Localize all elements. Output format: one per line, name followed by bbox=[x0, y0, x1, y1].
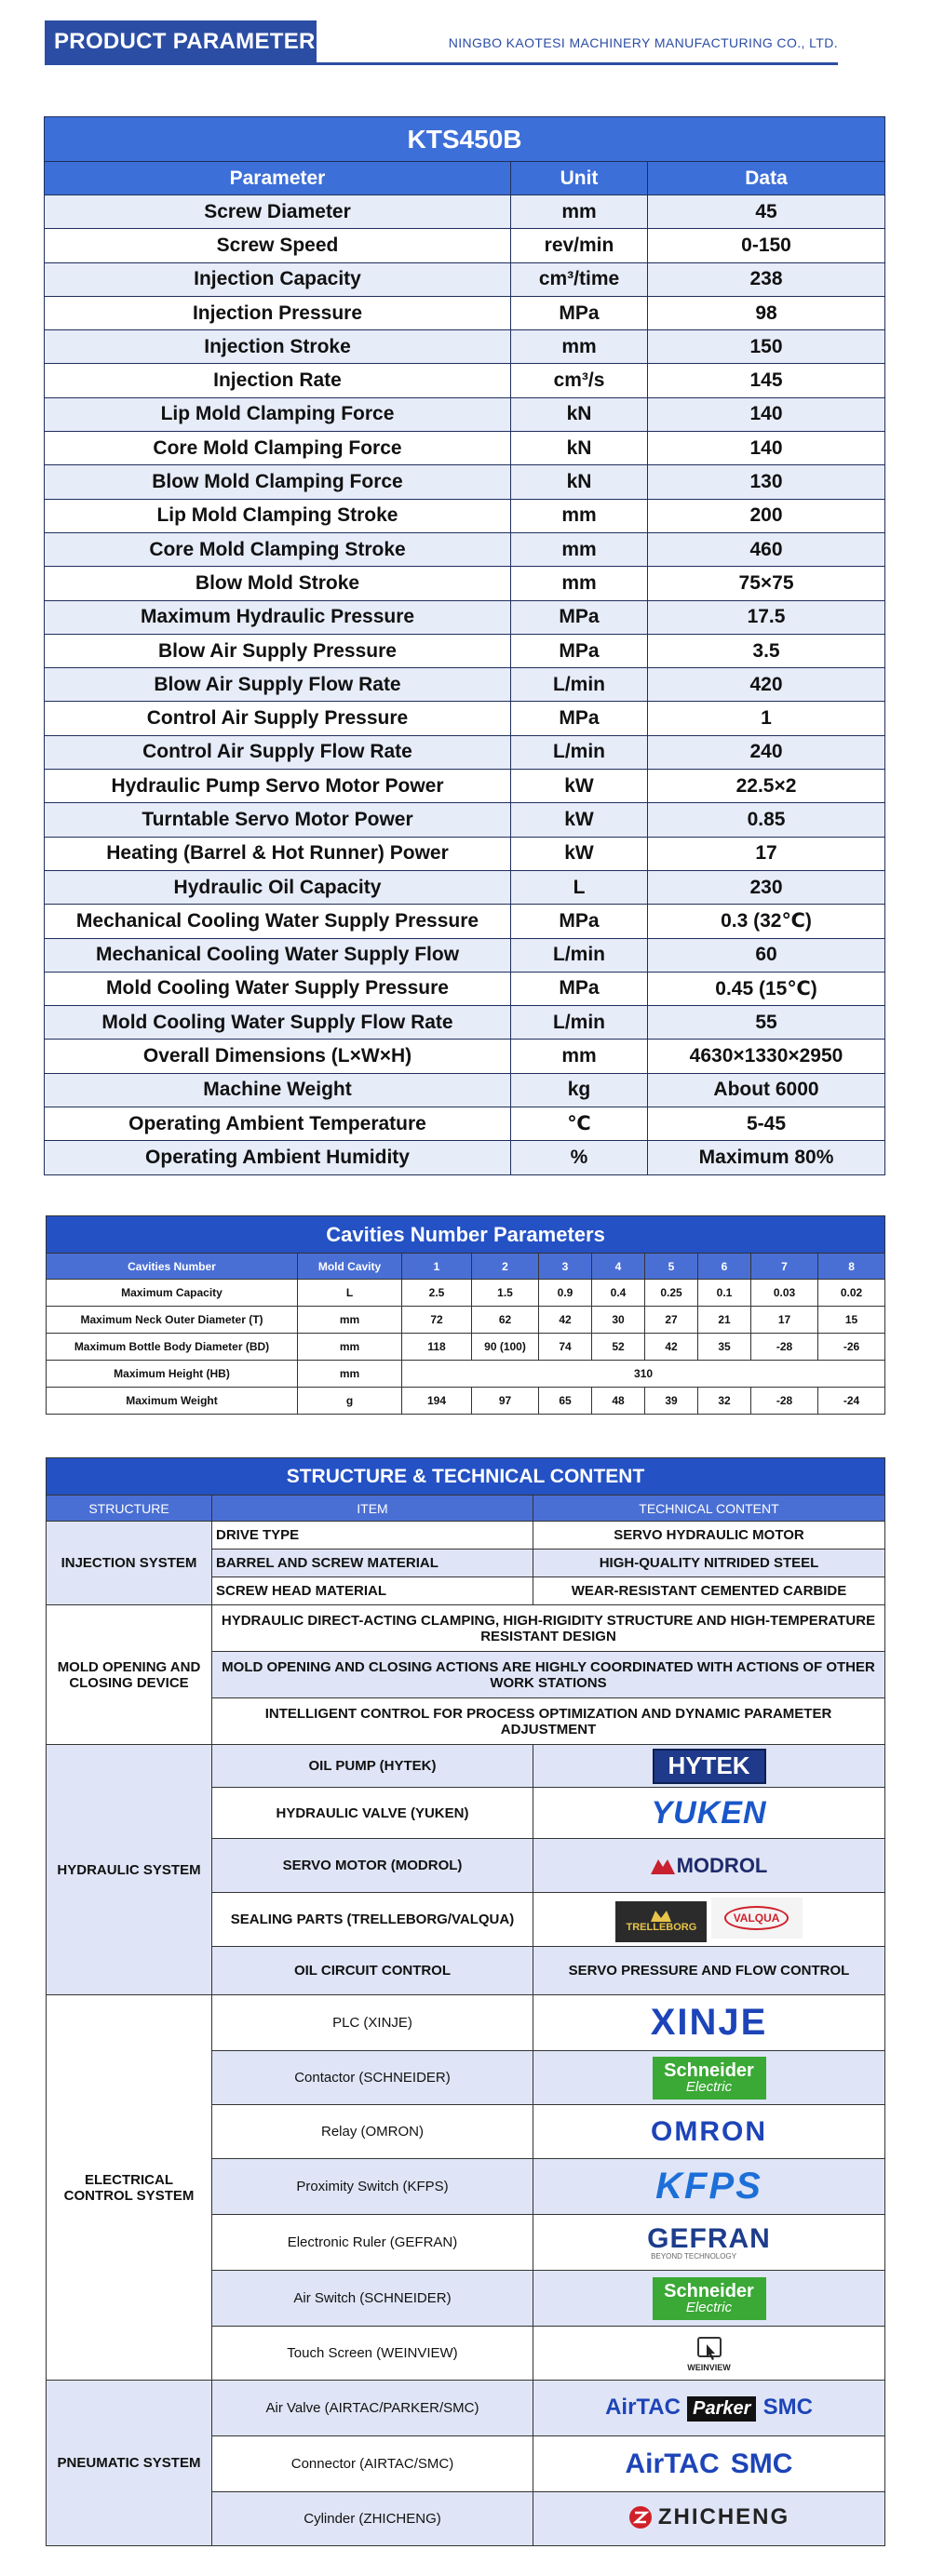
parameter-value: 230 bbox=[648, 870, 885, 904]
table-row bbox=[47, 1334, 885, 1361]
column-header: 4 bbox=[592, 1254, 645, 1280]
parameter-unit: MPa bbox=[511, 905, 648, 938]
parameter-unit: MPa bbox=[511, 972, 648, 1005]
table-cell: 62 bbox=[472, 1307, 539, 1334]
table-cell: -24 bbox=[818, 1388, 885, 1415]
parameter-unit: L bbox=[511, 870, 648, 904]
table-cell: -28 bbox=[751, 1388, 818, 1415]
table-row bbox=[47, 1280, 885, 1307]
parameter-name: Injection Stroke bbox=[45, 330, 511, 364]
content-cell: HYDRAULIC DIRECT-ACTING CLAMPING, HIGH-RIGIDITY STRUCTURE AND HIGH-TEMPERATURE RESISTANT DESIGN bbox=[212, 1605, 885, 1652]
item-cell: Relay (OMRON) bbox=[212, 2105, 533, 2159]
parameter-value: 1 bbox=[648, 702, 885, 735]
column-header: STRUCTURE bbox=[47, 1496, 212, 1522]
table-cell: mm bbox=[298, 1307, 402, 1334]
parameter-unit: mm bbox=[511, 1040, 648, 1073]
airtac-logo-icon: AirTAC bbox=[625, 2448, 720, 2479]
column-header: Parameter bbox=[45, 162, 511, 195]
parameter-value: 22.5×2 bbox=[648, 770, 885, 803]
parameter-unit: L/min bbox=[511, 668, 648, 702]
hytek-logo-icon: HYTEK bbox=[653, 1749, 766, 1784]
table-cell: 32 bbox=[698, 1388, 751, 1415]
item-cell: OIL CIRCUIT CONTROL bbox=[212, 1947, 533, 1995]
parameter-unit: kW bbox=[511, 770, 648, 803]
parameter-name: Overall Dimensions (L×W×H) bbox=[45, 1040, 511, 1073]
table-cell: 17 bbox=[751, 1307, 818, 1334]
weinview-logo-icon: WEINVIEW bbox=[687, 2335, 731, 2372]
column-header: 2 bbox=[472, 1254, 539, 1280]
parameter-row bbox=[45, 195, 885, 229]
structure-hydraulic-system: HYDRAULIC SYSTEM bbox=[47, 1745, 212, 1995]
parameter-unit: mm bbox=[511, 532, 648, 566]
structure-title: STRUCTURE & TECHNICAL CONTENT bbox=[47, 1458, 885, 1496]
table-cell: Maximum Neck Outer Diameter (T) bbox=[47, 1307, 298, 1334]
table-cell: 0.4 bbox=[592, 1280, 645, 1307]
parameter-row bbox=[45, 1006, 885, 1040]
table-row bbox=[47, 1307, 885, 1334]
column-header: Data bbox=[648, 162, 885, 195]
header-underline bbox=[45, 62, 838, 65]
parameter-value: 150 bbox=[648, 330, 885, 364]
model-title: KTS450B bbox=[45, 117, 885, 162]
parameter-name: Lip Mold Clamping Stroke bbox=[45, 499, 511, 532]
parameter-name: Mold Cooling Water Supply Pressure bbox=[45, 972, 511, 1005]
parameter-unit: mm bbox=[511, 195, 648, 229]
parameter-unit: cm³/time bbox=[511, 262, 648, 296]
table-cell: 90 (100) bbox=[472, 1334, 539, 1361]
parameter-name: Hydraulic Oil Capacity bbox=[45, 870, 511, 904]
item-cell: Air Switch (SCHNEIDER) bbox=[212, 2271, 533, 2327]
kfps-logo-icon: KFPS bbox=[655, 2166, 762, 2207]
parameter-row bbox=[45, 229, 885, 262]
parameter-row bbox=[45, 837, 885, 870]
brand-logo-cell bbox=[533, 1995, 885, 2051]
parameter-row bbox=[45, 668, 885, 702]
parameter-row bbox=[45, 364, 885, 397]
parameter-row bbox=[45, 330, 885, 364]
table-cell: 0.9 bbox=[539, 1280, 592, 1307]
parameter-unit: kg bbox=[511, 1073, 648, 1107]
parameter-row bbox=[45, 397, 885, 431]
schneider-logo-icon: Schneider Electric bbox=[653, 2057, 766, 2100]
parameter-row bbox=[45, 870, 885, 904]
item-cell: Air Valve (AIRTAC/PARKER/SMC) bbox=[212, 2381, 533, 2436]
table-cell: Maximum Weight bbox=[47, 1388, 298, 1415]
column-header: ITEM bbox=[212, 1496, 533, 1522]
table-cell: 27 bbox=[645, 1307, 698, 1334]
parameter-unit: % bbox=[511, 1141, 648, 1174]
parameter-name: Screw Diameter bbox=[45, 195, 511, 229]
brand-logo-cell bbox=[533, 1788, 885, 1839]
parameter-name: Lip Mold Clamping Force bbox=[45, 397, 511, 431]
parameter-unit: MPa bbox=[511, 296, 648, 329]
parameter-name: Turntable Servo Motor Power bbox=[45, 803, 511, 837]
item-cell: SERVO MOTOR (MODROL) bbox=[212, 1839, 533, 1893]
parameter-value: 0-150 bbox=[648, 229, 885, 262]
table-cell: Maximum Capacity bbox=[47, 1280, 298, 1307]
parameter-name: Control Air Supply Flow Rate bbox=[45, 735, 511, 769]
item-cell: BARREL AND SCREW MATERIAL bbox=[212, 1550, 533, 1577]
parameter-unit: L/min bbox=[511, 938, 648, 972]
parameter-name: Screw Speed bbox=[45, 229, 511, 262]
table-cell: 65 bbox=[539, 1388, 592, 1415]
table-cell: 310 bbox=[402, 1361, 885, 1388]
parameter-name: Hydraulic Pump Servo Motor Power bbox=[45, 770, 511, 803]
item-cell: Connector (AIRTAC/SMC) bbox=[212, 2436, 533, 2492]
table-row bbox=[47, 1361, 885, 1388]
table-cell: 15 bbox=[818, 1307, 885, 1334]
content-cell: HIGH-QUALITY NITRIDED STEEL bbox=[533, 1550, 885, 1577]
parameter-name: Machine Weight bbox=[45, 1073, 511, 1107]
parameter-name: Blow Mold Stroke bbox=[45, 567, 511, 600]
parameter-row bbox=[45, 972, 885, 1005]
column-header: Cavities Number bbox=[47, 1254, 298, 1280]
table-cell: mm bbox=[298, 1334, 402, 1361]
yuken-logo-icon: YUKEN bbox=[651, 1794, 767, 1831]
table-cell: 21 bbox=[698, 1307, 751, 1334]
column-header: 8 bbox=[818, 1254, 885, 1280]
column-header: TECHNICAL CONTENT bbox=[533, 1496, 885, 1522]
brand-logo-cell bbox=[533, 2215, 885, 2271]
column-header: 5 bbox=[645, 1254, 698, 1280]
parameter-unit: mm bbox=[511, 567, 648, 600]
parameter-name: Blow Mold Clamping Force bbox=[45, 465, 511, 499]
table-cell: 39 bbox=[645, 1388, 698, 1415]
parameter-row bbox=[45, 1073, 885, 1107]
parameter-value: Maximum 80% bbox=[648, 1141, 885, 1174]
brand-logo-cell bbox=[533, 2381, 885, 2436]
column-header: 1 bbox=[402, 1254, 472, 1280]
parameter-name: Blow Air Supply Pressure bbox=[45, 634, 511, 667]
trelleborg-logo-icon: TRELLEBORG bbox=[615, 1901, 707, 1942]
parameter-name: Injection Rate bbox=[45, 364, 511, 397]
parameter-value: 200 bbox=[648, 499, 885, 532]
airtac-logo-icon: AirTAC bbox=[605, 2395, 681, 2420]
brand-logo-cell bbox=[533, 2492, 885, 2546]
table-cell: 2.5 bbox=[402, 1280, 472, 1307]
valqua-logo-icon: VALQUA bbox=[711, 1898, 803, 1939]
table-cell: 97 bbox=[472, 1388, 539, 1415]
company-name: NINGBO KAOTESI MACHINERY MANUFACTURING CO., LTD. bbox=[448, 35, 838, 50]
parameter-row bbox=[45, 702, 885, 735]
parameter-unit: rev/min bbox=[511, 229, 648, 262]
brand-logo-cell bbox=[533, 1893, 885, 1947]
parameter-unit: L/min bbox=[511, 1006, 648, 1040]
table-cell: 118 bbox=[402, 1334, 472, 1361]
table-cell: 0.02 bbox=[818, 1280, 885, 1307]
brand-logo-cell bbox=[533, 2436, 885, 2492]
parameter-unit: kW bbox=[511, 803, 648, 837]
parameter-name: Mechanical Cooling Water Supply Flow bbox=[45, 938, 511, 972]
page-header bbox=[45, 20, 838, 65]
parameter-value: 140 bbox=[648, 432, 885, 465]
parameter-unit: ℃ bbox=[511, 1107, 648, 1141]
parameter-row bbox=[45, 432, 885, 465]
parameter-name: Operating Ambient Humidity bbox=[45, 1141, 511, 1174]
parameter-unit: kN bbox=[511, 465, 648, 499]
parameter-name: Control Air Supply Pressure bbox=[45, 702, 511, 735]
parameter-name: Maximum Hydraulic Pressure bbox=[45, 600, 511, 634]
brand-logo-cell bbox=[533, 1839, 885, 1893]
cavities-title: Cavities Number Parameters bbox=[47, 1216, 885, 1254]
column-header: 3 bbox=[539, 1254, 592, 1280]
parameter-unit: kW bbox=[511, 837, 648, 870]
parameter-value: 17.5 bbox=[648, 600, 885, 634]
brand-logo-cell bbox=[533, 1745, 885, 1788]
parameter-value: 55 bbox=[648, 1006, 885, 1040]
parameter-value: 240 bbox=[648, 735, 885, 769]
parameter-name: Core Mold Clamping Force bbox=[45, 432, 511, 465]
parameter-row bbox=[45, 532, 885, 566]
parameter-row bbox=[45, 905, 885, 938]
brand-logo-cell bbox=[533, 2271, 885, 2327]
table-cell: Maximum Height (HB) bbox=[47, 1361, 298, 1388]
parameter-row bbox=[45, 938, 885, 972]
schneider-logo-icon: Schneider Electric bbox=[653, 2277, 766, 2320]
parameter-value: 145 bbox=[648, 364, 885, 397]
parameter-unit: mm bbox=[511, 499, 648, 532]
parameter-value: 5-45 bbox=[648, 1107, 885, 1141]
item-cell: Proximity Switch (KFPS) bbox=[212, 2159, 533, 2215]
parameter-row bbox=[45, 600, 885, 634]
table-cell: L bbox=[298, 1280, 402, 1307]
parameter-unit: MPa bbox=[511, 634, 648, 667]
parameter-row bbox=[45, 262, 885, 296]
omron-logo-icon: OMRON bbox=[651, 2115, 767, 2147]
parameter-value: 45 bbox=[648, 195, 885, 229]
parameter-name: Core Mold Clamping Stroke bbox=[45, 532, 511, 566]
parameter-unit: kN bbox=[511, 432, 648, 465]
item-cell: Cylinder (ZHICHENG) bbox=[212, 2492, 533, 2546]
section-tag: PRODUCT PARAMETER bbox=[45, 20, 317, 63]
parameter-row bbox=[45, 735, 885, 769]
parameter-name: Mold Cooling Water Supply Flow Rate bbox=[45, 1006, 511, 1040]
table-cell: 0.1 bbox=[698, 1280, 751, 1307]
parameter-value: 0.85 bbox=[648, 803, 885, 837]
table-cell: 35 bbox=[698, 1334, 751, 1361]
table-cell: 72 bbox=[402, 1307, 472, 1334]
modrol-logo-icon: MODROL bbox=[651, 1854, 768, 1878]
parameter-value: 0.3 (32℃) bbox=[648, 905, 885, 938]
parameter-value: 460 bbox=[648, 532, 885, 566]
parameter-name: Injection Pressure bbox=[45, 296, 511, 329]
parameter-value: 98 bbox=[648, 296, 885, 329]
table-cell: 74 bbox=[539, 1334, 592, 1361]
smc-logo-icon: SMC bbox=[762, 2395, 813, 2420]
parameter-row bbox=[45, 499, 885, 532]
parameter-unit: L/min bbox=[511, 735, 648, 769]
parameter-name: Injection Capacity bbox=[45, 262, 511, 296]
structure-pneumatic-system: PNEUMATIC SYSTEM bbox=[47, 2381, 212, 2546]
structure-injection-system: INJECTION SYSTEM bbox=[47, 1522, 212, 1605]
parameter-name: Operating Ambient Temperature bbox=[45, 1107, 511, 1141]
table-cell: Maximum Bottle Body Diameter (BD) bbox=[47, 1334, 298, 1361]
parker-logo-icon: Parker bbox=[687, 2396, 756, 2422]
parameter-name: Heating (Barrel & Hot Runner) Power bbox=[45, 837, 511, 870]
item-cell: Touch Screen (WEINVIEW) bbox=[212, 2327, 533, 2381]
parameter-row bbox=[45, 296, 885, 329]
parameter-value: 140 bbox=[648, 397, 885, 431]
parameter-value: 75×75 bbox=[648, 567, 885, 600]
content-cell: WEAR-RESISTANT CEMENTED CARBIDE bbox=[533, 1577, 885, 1605]
parameter-value: 238 bbox=[648, 262, 885, 296]
parameter-row bbox=[45, 634, 885, 667]
table-cell: mm bbox=[298, 1361, 402, 1388]
parameter-table bbox=[44, 116, 885, 1175]
brand-logo-cell bbox=[533, 2327, 885, 2381]
item-cell: HYDRAULIC VALVE (YUKEN) bbox=[212, 1788, 533, 1839]
xinje-logo-icon: XINJE bbox=[650, 2002, 768, 2043]
item-cell: Electronic Ruler (GEFRAN) bbox=[212, 2215, 533, 2271]
parameter-name: Blow Air Supply Flow Rate bbox=[45, 668, 511, 702]
table-cell: -26 bbox=[818, 1334, 885, 1361]
parameter-row bbox=[45, 803, 885, 837]
parameter-value: 0.45 (15℃) bbox=[648, 972, 885, 1005]
parameter-row bbox=[45, 567, 885, 600]
table-cell: 194 bbox=[402, 1388, 472, 1415]
table-cell: 42 bbox=[539, 1307, 592, 1334]
column-header: 7 bbox=[751, 1254, 818, 1280]
table-row bbox=[47, 1388, 885, 1415]
parameter-row bbox=[45, 1141, 885, 1174]
item-cell: SCREW HEAD MATERIAL bbox=[212, 1577, 533, 1605]
item-cell: DRIVE TYPE bbox=[212, 1522, 533, 1550]
table-cell: 48 bbox=[592, 1388, 645, 1415]
item-cell: PLC (XINJE) bbox=[212, 1995, 533, 2051]
table-cell: 42 bbox=[645, 1334, 698, 1361]
table-cell: -28 bbox=[751, 1334, 818, 1361]
column-header: Mold Cavity bbox=[298, 1254, 402, 1280]
parameter-value: 3.5 bbox=[648, 634, 885, 667]
cavities-table bbox=[46, 1215, 885, 1415]
parameter-unit: mm bbox=[511, 330, 648, 364]
gefran-logo-icon: GEFRAN BEYOND TECHNOLOGY bbox=[647, 2222, 771, 2261]
parameter-row bbox=[45, 770, 885, 803]
parameter-value: 420 bbox=[648, 668, 885, 702]
parameter-value: 4630×1330×2950 bbox=[648, 1040, 885, 1073]
parameter-name: Mechanical Cooling Water Supply Pressure bbox=[45, 905, 511, 938]
table-cell: 0.25 bbox=[645, 1280, 698, 1307]
table-cell: g bbox=[298, 1388, 402, 1415]
content-cell: SERVO PRESSURE AND FLOW CONTROL bbox=[533, 1947, 885, 1995]
content-cell: MOLD OPENING AND CLOSING ACTIONS ARE HIGHLY COORDINATED WITH ACTIONS OF OTHER WORK STATIONS bbox=[212, 1652, 885, 1698]
parameter-unit: kN bbox=[511, 397, 648, 431]
table-cell: 0.03 bbox=[751, 1280, 818, 1307]
content-cell: INTELLIGENT CONTROL FOR PROCESS OPTIMIZATION AND DYNAMIC PARAMETER ADJUSTMENT bbox=[212, 1698, 885, 1745]
table-cell: 1.5 bbox=[472, 1280, 539, 1307]
content-cell: SERVO HYDRAULIC MOTOR bbox=[533, 1522, 885, 1550]
parameter-row bbox=[45, 465, 885, 499]
parameter-value: 17 bbox=[648, 837, 885, 870]
parameter-value: 130 bbox=[648, 465, 885, 499]
structure-electrical-system: ELECTRICAL CONTROL SYSTEM bbox=[47, 1995, 212, 2381]
parameter-row bbox=[45, 1040, 885, 1073]
item-cell: SEALING PARTS (TRELLEBORG/VALQUA) bbox=[212, 1893, 533, 1947]
parameter-unit: MPa bbox=[511, 600, 648, 634]
brand-logo-cell bbox=[533, 2105, 885, 2159]
item-cell: OIL PUMP (HYTEK) bbox=[212, 1745, 533, 1788]
parameter-row bbox=[45, 1107, 885, 1141]
zhicheng-logo-icon: ZHICHENG bbox=[628, 2504, 789, 2530]
column-header: Unit bbox=[511, 162, 648, 195]
column-header: 6 bbox=[698, 1254, 751, 1280]
parameter-unit: MPa bbox=[511, 702, 648, 735]
structure-table bbox=[46, 1457, 885, 2546]
parameter-value: 60 bbox=[648, 938, 885, 972]
smc-logo-icon: SMC bbox=[730, 2448, 793, 2479]
item-cell: Contactor (SCHNEIDER) bbox=[212, 2051, 533, 2105]
parameter-value: About 6000 bbox=[648, 1073, 885, 1107]
table-cell: 30 bbox=[592, 1307, 645, 1334]
brand-logo-cell bbox=[533, 2159, 885, 2215]
brand-logo-cell bbox=[533, 2051, 885, 2105]
table-cell: 52 bbox=[592, 1334, 645, 1361]
structure-mold-device: MOLD OPENING AND CLOSING DEVICE bbox=[47, 1605, 212, 1745]
parameter-unit: cm³/s bbox=[511, 364, 648, 397]
